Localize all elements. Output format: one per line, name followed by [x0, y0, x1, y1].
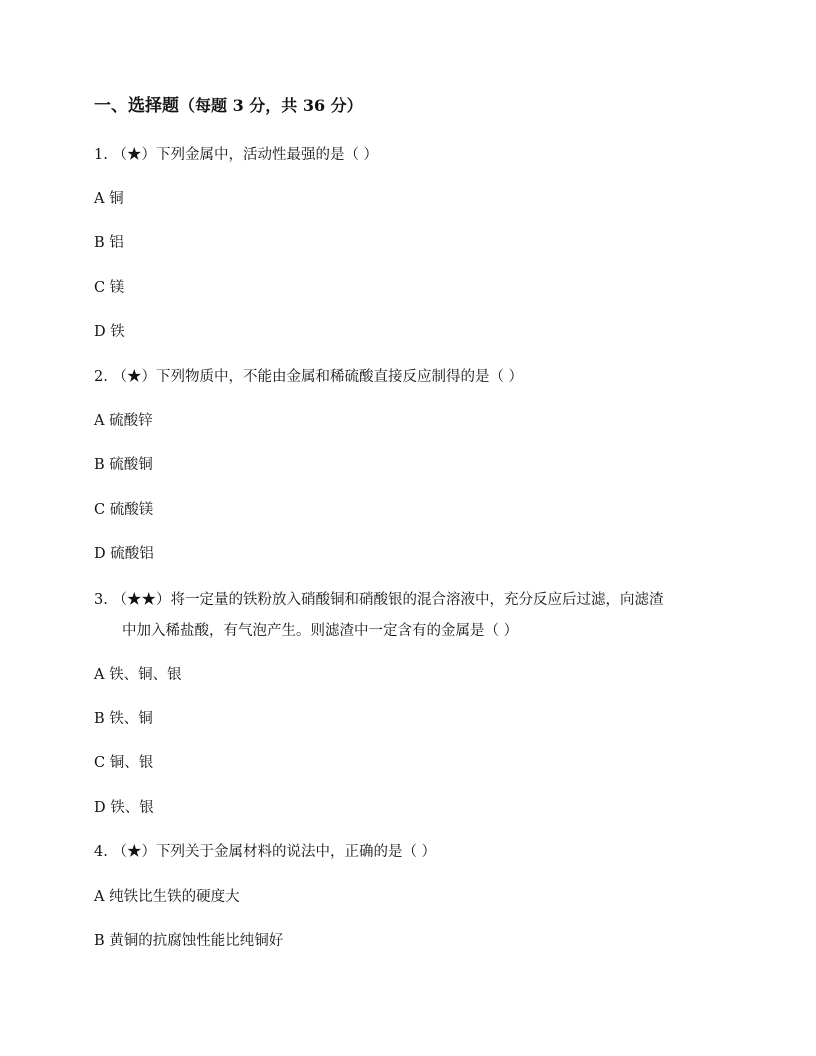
section-title-main: 一、选择题 [94, 96, 179, 116]
question-3-option-d: D 铁、银 [94, 800, 154, 816]
question-4-stem: 4. （★）下列关于金属材料的说法中，正确的是（ ） [94, 844, 437, 860]
question-1-stem: 1. （★）下列金属中，活动性最强的是（ ） [94, 147, 379, 163]
question-2-stem: 2. （★）下列物质中，不能由金属和稀硫酸直接反应制得的是（ ） [94, 369, 524, 385]
question-1-option-a: A 铜 [94, 191, 124, 207]
question-3-option-a: A 铁、铜、银 [94, 667, 182, 683]
question-4-option-b: B 黄铜的抗腐蚀性能比纯铜好 [94, 933, 284, 949]
question-1-option-b: B 铝 [94, 235, 124, 251]
question-4-option-a: A 纯铁比生铁的硬度大 [94, 889, 240, 905]
section-title-note: （每题 3 分，共 36 分） [179, 96, 363, 115]
question-3-stem: 3. （★★）将一定量的铁粉放入硝酸铜和硝酸银的混合溶液中，充分反应后过滤，向滤渣 [94, 592, 664, 608]
question-2-option-b: B 硫酸铜 [94, 457, 153, 473]
question-3-option-b: B 铁、铜 [94, 711, 153, 727]
question-2-option-c: C 硫酸镁 [94, 502, 154, 518]
question-2-option-a: A 硫酸锌 [94, 413, 153, 429]
question-1-option-c: C 镁 [94, 280, 125, 296]
question-3-stem-continued: 中加入稀盐酸，有气泡产生。则滤渣中一定含有的金属是（ ） [122, 623, 519, 639]
section-title [94, 94, 363, 118]
question-2-option-d: D 硫酸铝 [94, 546, 154, 562]
question-1-option-d: D 铁 [94, 324, 125, 340]
question-3-option-c: C 铜、银 [94, 755, 154, 771]
